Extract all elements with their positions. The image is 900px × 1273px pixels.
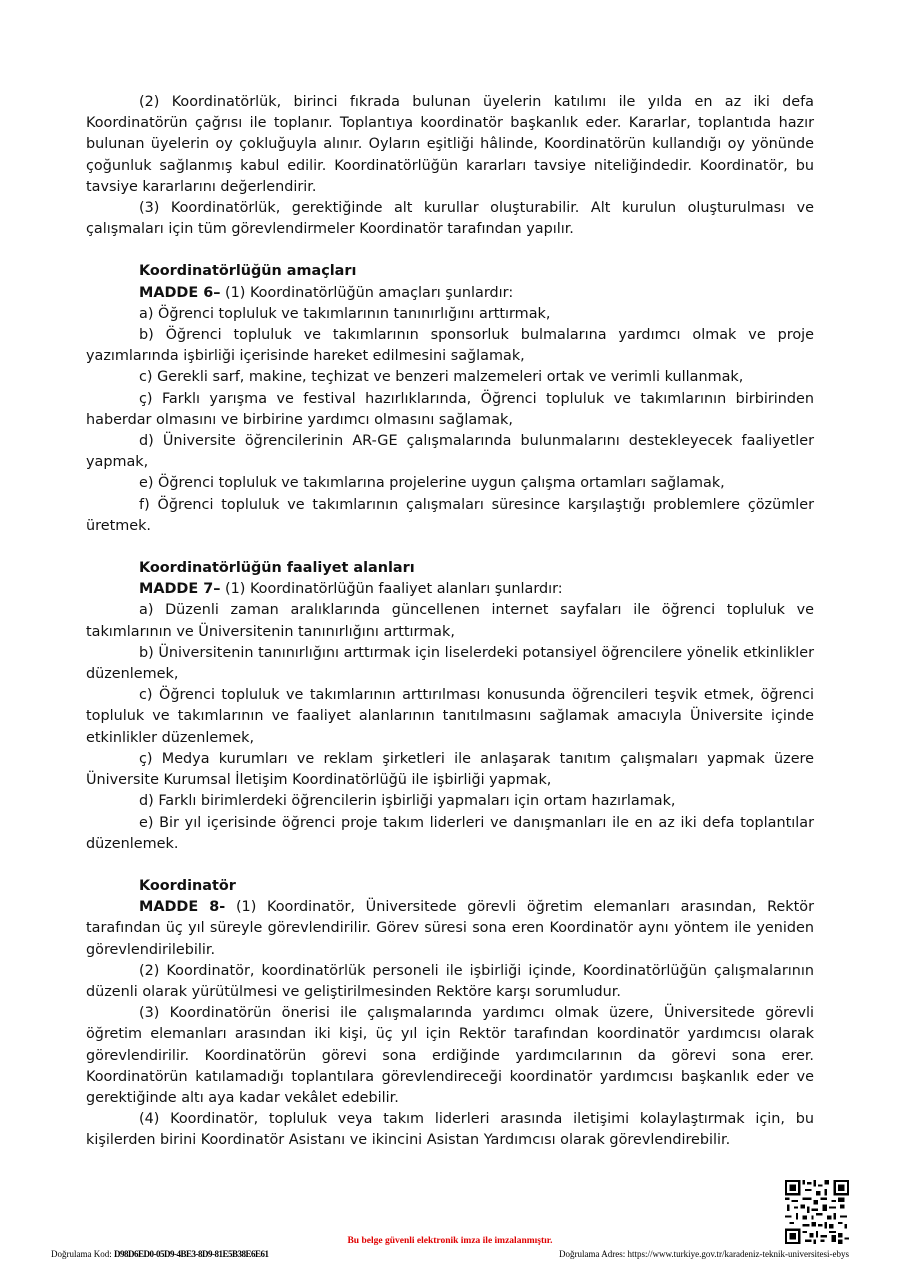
list-item: d) Farklı birimlerdeki öğrencilerin işbirliği yapmaları için ortam hazırlamak, xyxy=(139,793,676,810)
section-heading: Koordinatörlüğün amaçları xyxy=(139,263,357,280)
signature-notice: Bu belge güvenli elektronik imza ile imzalanmıştır. xyxy=(347,1236,553,1246)
list-item: f) Öğrenci topluluk ve takımlarının çalışmaları süresince karşılaştığı problemlere çözümler üretmek. xyxy=(86,496,814,534)
verification-code-value: D98D6ED0-05D9-4BE3-8D9-81E5B38E6E61 xyxy=(114,1249,269,1259)
list-item: ç) Farklı yarışma ve festival hazırlıklarında, Öğrenci topluluk ve takımlarının birbirinden haberdar olmasını ve birbirine yardımcı olmasını sağlamak, xyxy=(86,390,814,428)
section-heading: Koordinatör xyxy=(139,877,236,894)
article-intro-text: (1) Koordinatörlüğün faaliyet alanları şunlardır: xyxy=(220,581,563,598)
article-intro xyxy=(86,579,814,600)
list-item: c) Gerekli sarf, makine, teçhizat ve benzeri malzemeleri ortak ve verimli kullanmak, xyxy=(139,369,744,386)
article-intro-text: (1) Koordinatörlüğün amaçları şunlardır: xyxy=(220,284,514,301)
paragraph: (3) Koordinatörlük, gerektiğinde alt kurullar oluşturabilir. Alt kurulun oluşturulması ve çalışmaları için tüm görevlendirmeler Koordinatör tarafından yapılır. xyxy=(86,200,814,238)
section-heading: Koordinatörlüğün faaliyet alanları xyxy=(139,560,415,577)
paragraph: (2) Koordinatör, koordinatörlük personeli ile işbirliği içinde, Koordinatörlüğün çalışmalarının düzenli olarak yürütülmesi ve geliştirilmesinden Rektöre karşı sorumludur. xyxy=(86,962,814,1000)
verification-code-label: Doğrulama Kod: xyxy=(51,1249,112,1259)
article-number: MADDE 8- xyxy=(139,899,226,916)
list-item: d) Üniversite öğrencilerinin AR-GE çalışmalarında bulunmalarını destekleyecek faaliyetler yapmak, xyxy=(86,433,814,471)
article-intro xyxy=(86,897,814,961)
list-item: b) Öğrenci topluluk ve takımlarının sponsorluk bulmalarına yardımcı olmak ve proje yazımlarında işbirliği içerisinde hareket edilmesini sağlamak, xyxy=(86,327,814,365)
paragraph: (2) Koordinatörlük, birinci fıkrada bulunan üyelerin katılımı ile yılda en az iki defa Koordinatörün çağrısı ile toplanır. Toplantıya koordinatör başkanlık eder. Kararlar, toplantıda hazır bulunan üyelerin oy çokluğuyla alınır. Oyların eşitliği hâlinde, Koordinatörün kullandığı oy yönünde çoğunluk sağlanmış kabul edilir. Koordinatörlüğün kararları tavsiye niteliğindedir. Koordinatör, bu tavsiye kararlarını değerlendirir. xyxy=(86,94,814,195)
qr-code-icon xyxy=(785,1180,849,1244)
list-item: e) Öğrenci topluluk ve takımlarına projelerine uygun çalışma ortamları sağlamak, xyxy=(139,475,725,492)
article-intro-text: (1) Koordinatör, Üniversitede görevli öğretim elemanları arasından, Rektör tarafından üç yıl süreyle görevlendirilir. Görev süresi sona eren Koordinatör aynı yöntem ile yeniden görevlendirilebilir. xyxy=(86,899,814,958)
article-intro xyxy=(86,283,814,304)
list-item: b) Üniversitenin tanınırlığını arttırmak için liselerdeki potansiyel öğrencilere yönelik etkinlikler düzenlemek, xyxy=(86,644,814,683)
article-number: MADDE 6– xyxy=(139,284,221,301)
paragraph: (3) Koordinatörün önerisi ile çalışmalarında yardımcı olmak üzere, Üniversitede görevli öğretim elemanları arasından iki kişi, üç yıl için Rektör tarafından koordinatör yardımcısı olarak görevlendirilir. Koordinatörün görevi sona erdiğinde yardımcılarının da görevi sona erer. Koordinatörün katılamadığı toplantılara görevlendireceği koordinatör yardımcısı başkanlık eder ve gerektiğinde altı aya kadar vekâlet edebilir. xyxy=(86,1005,814,1106)
list-item: e) Bir yıl içerisinde öğrenci proje takım liderleri ve danışmanları ile en az iki defa toplantılar düzenlemek. xyxy=(86,814,814,852)
verification-address: Doğrulama Adres: https://www.turkiye.gov.tr/karadeniz-teknik-universitesi-ebys xyxy=(558,1249,849,1259)
list-item: ç) Medya kurumları ve reklam şirketleri ile anlaşarak tanıtım çalışmaları yapmak üzere Üniversite Kurumsal İletişim Koordinatörlüğü ile işbirliği yapmak, xyxy=(86,750,814,789)
document-body xyxy=(86,92,814,1152)
paragraph: (4) Koordinatör, topluluk veya takım liderleri arasında iletişimi kolaylaştırmak için, bu kişilerden birini Koordinatör Asistanı ve ikincini Asistan Yardımcısı olarak görevlendirebilir. xyxy=(86,1111,814,1149)
list-item: c) Öğrenci topluluk ve takımlarının arttırılması konusunda öğrencileri teşvik etmek, öğrenci topluluk ve takımlarının ve faaliyet alanlarının tanıtılmasını sağlamak amacıyla Üniversite içinde etkinlikler düzenlemek, xyxy=(86,687,814,746)
list-item: a) Düzenli zaman aralıklarında güncellenen internet sayfaları ile öğrenci topluluk ve takımlarının ve Üniversitenin tanınırlığını arttırmak, xyxy=(86,602,814,640)
article-number: MADDE 7– xyxy=(139,581,221,598)
verification-code xyxy=(51,1249,269,1259)
list-item: a) Öğrenci topluluk ve takımlarının tanınırlığını arttırmak, xyxy=(139,305,551,322)
